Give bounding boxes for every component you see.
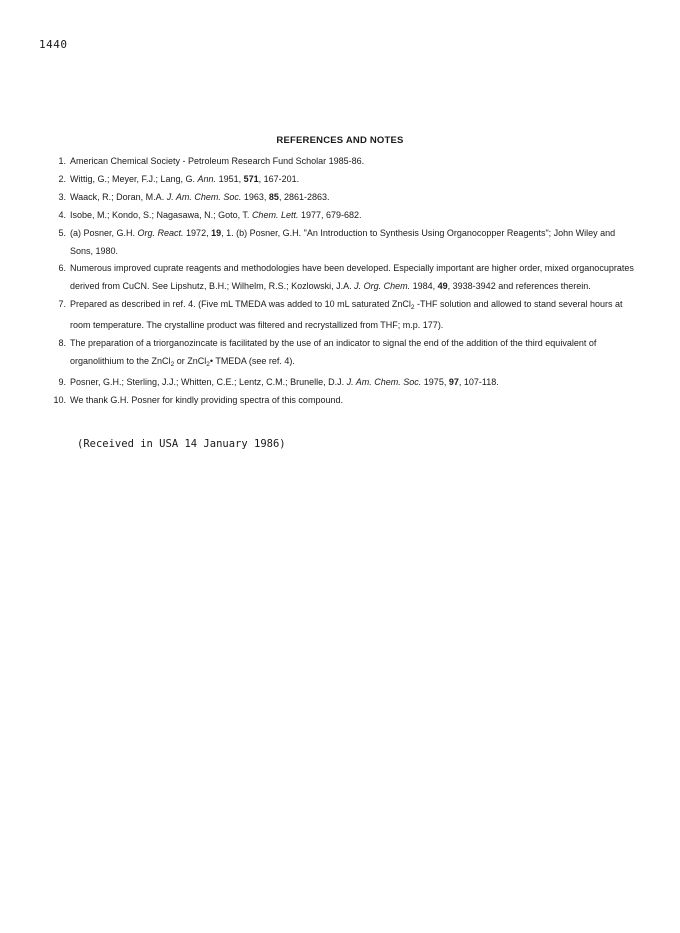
reference-text [70,171,634,189]
reference-text [70,153,634,171]
reference-segment: J. Am. Chem. Soc. [346,376,422,387]
reference-number: 10. [53,394,66,405]
reference-segment: Ann. [197,173,217,184]
reference-item [44,153,634,171]
reference-segment: Prepared as described in ref. 4. (Five mL TMEDA was added to 10 mL saturated ZnCl [70,299,411,310]
reference-item [44,189,634,207]
reference-number: 3. [58,191,66,202]
reference-segment: We thank G.H. Posner for kindly providing spectra of this compound. [70,394,343,405]
reference-segment: • TMEDA (see ref. 4). [209,355,295,366]
reference-item [44,374,634,392]
reference-segment: J. Org. Chem. [354,281,411,292]
reference-segment: , 2861-2863. [278,191,330,202]
reference-segment: 49 [437,281,448,292]
reference-item [44,171,634,189]
reference-number: 9. [58,376,66,387]
reference-segment: 2 [206,360,210,368]
reference-segment: 1975, [421,376,449,387]
reference-segment: Posner, G.H.; Sterling, J.J.; Whitten, C.E.; Lentz, C.M.; Brunelle, D.J. [70,376,347,387]
reference-segment: Waack, R.; Doran, M.A. [70,191,167,202]
reference-text [70,225,634,261]
reference-segment: 19 [211,227,222,238]
reference-item [44,260,634,296]
reference-number: 6. [58,263,66,274]
reference-number: 1. [58,156,66,166]
reference-segment: Wittig, G.; Meyer, F.J.; Lang, G. [70,173,198,184]
reference-segment: 1972, [183,227,212,238]
reference-text [70,189,634,207]
reference-segment: or ZnCl [174,355,207,366]
reference-item [44,207,634,225]
reference-segment: 1963, [241,191,269,202]
references-list [44,153,634,410]
reference-segment: , 167-201. [258,173,300,184]
reference-text [70,392,634,410]
reference-segment: -THF solution and allowed to stand several hours at room temperature. The crystalline product was filtered and recrystallized from THF; m.p. 177). [70,299,623,331]
reference-text [70,374,634,392]
reference-segment: 1984, [410,281,438,292]
reference-segment: Isobe, M.; Kondo, S.; Nagasawa, N.; Goto, T. [70,209,252,220]
reference-segment: (a) Posner, G.H. [70,227,138,238]
page-number: 1440 [39,38,68,51]
reference-segment: Numerous improved cuprate reagents and methodologies have been developed. Especially important are higher order, mixed organocuprates derived from CuCN. See Lipshutz, B.H.; Wilhelm, R.S.; Kozlowski, J.A. [70,263,634,292]
reference-segment: 2 [410,304,415,312]
reference-number: 5. [58,227,66,238]
reference-number: 8. [58,338,66,349]
reference-segment: American Chemical Society - Petroleum Research Fund Scholar 1985-86. [70,156,365,166]
reference-text [70,335,634,374]
reference-segment: 97 [448,376,459,387]
reference-number: 4. [58,209,66,220]
reference-text [70,260,634,296]
reference-item [44,392,634,410]
reference-item [44,335,634,374]
reference-item [44,296,634,335]
reference-segment: , 1. (b) Posner, G.H. "An Introduction to Synthesis Using Organocopper Reagents"; John Wiley and Sons, 1980. [70,227,616,256]
references-heading: REFERENCES AND NOTES [276,135,404,146]
reference-segment: The preparation of a triorganozincate is facilitated by the use of an indicator to signal the end of the addition of the third equivalent of organolithium to the ZnCl [70,338,597,366]
reference-segment: Chem. Lett. [251,209,299,220]
reference-text [70,207,634,225]
reference-text [70,296,634,335]
reference-segment: 2 [170,360,175,368]
reference-number: 2. [58,173,66,184]
reference-segment: 571 [243,173,259,184]
reference-segment: J. Am. Chem. Soc. [166,191,242,202]
reference-segment: , 3938-3942 and references therein. [447,281,591,292]
reference-segment: 1951, [216,173,244,184]
received-date: (Received in USA 14 January 1986) [77,438,286,450]
reference-segment: Org. React. [137,227,184,238]
reference-number: 7. [58,299,66,310]
reference-segment: 1977, 679-682. [298,209,362,220]
reference-segment: 85 [268,191,279,202]
reference-item [44,225,634,261]
reference-segment: , 107-118. [458,376,499,387]
